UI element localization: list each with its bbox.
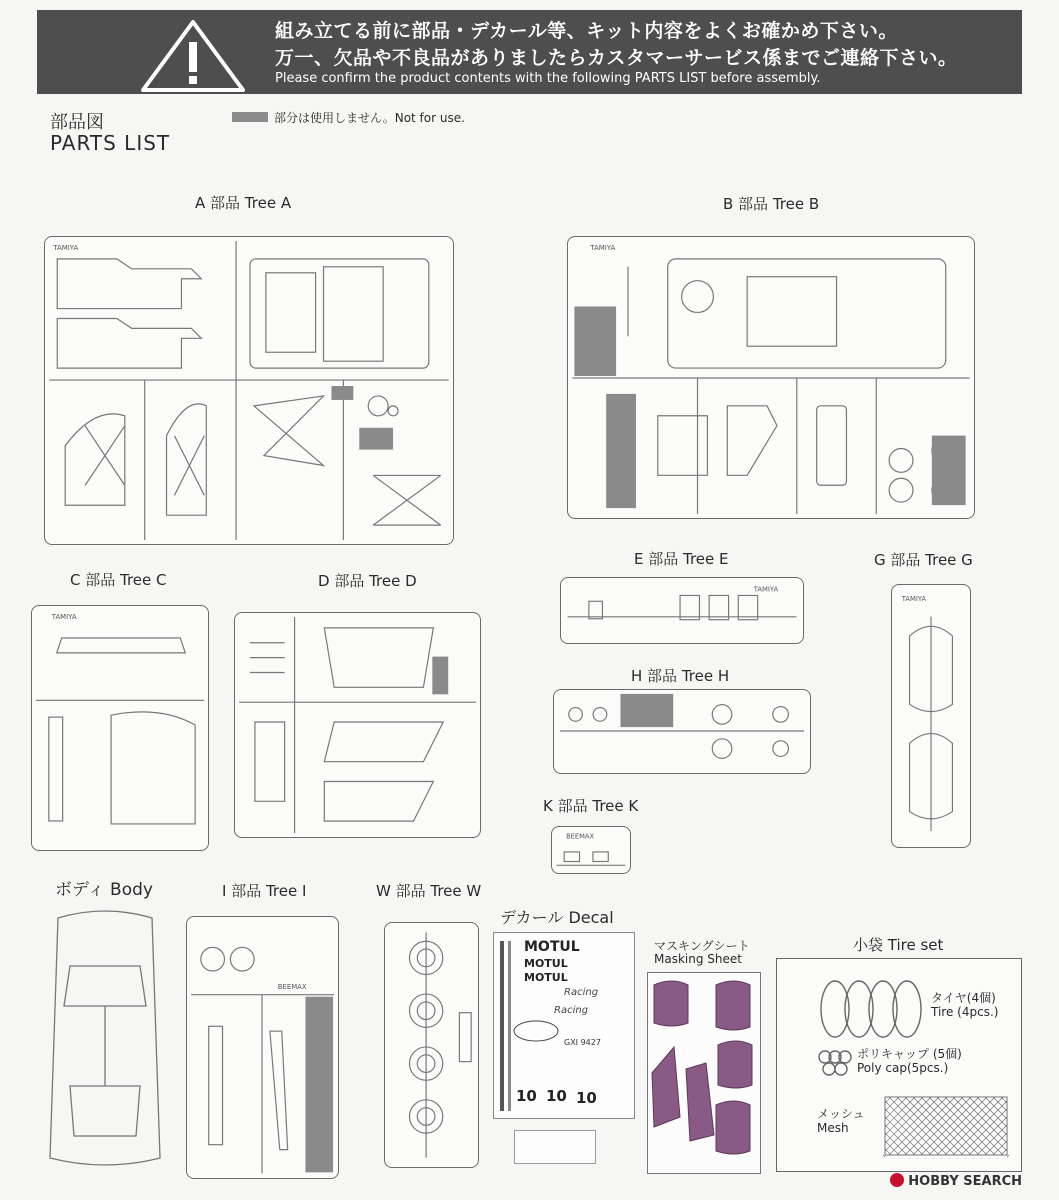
decal-racing-1: Racing bbox=[564, 987, 599, 998]
tree-b-label: B 部品 Tree B bbox=[723, 195, 820, 213]
tree-h-drawing bbox=[554, 690, 810, 773]
tire-set-box bbox=[776, 958, 1022, 1172]
tree-e-brand: TAMIYA bbox=[753, 585, 779, 594]
masking-sheet bbox=[647, 972, 761, 1174]
decal-number-1: 10 bbox=[516, 1087, 537, 1105]
decal-number-3: 10 bbox=[576, 1089, 597, 1107]
tree-d-sprue bbox=[234, 612, 481, 838]
decal-motul-2: MOTUL bbox=[524, 957, 568, 970]
banner-line-2: 万一、欠品や不良品がありましたらカスタマーサービス係までご連絡下さい。 bbox=[275, 47, 958, 69]
tree-e-sprue bbox=[560, 577, 804, 644]
masking-label-jp: マスキングシート bbox=[654, 939, 750, 953]
tire-set-label: 小袋 Tire set bbox=[853, 936, 944, 954]
tree-e-drawing bbox=[561, 578, 803, 643]
tree-k-label: K 部品 Tree K bbox=[543, 797, 639, 815]
warning-triangle-icon bbox=[137, 18, 249, 94]
decal-sheet bbox=[493, 932, 635, 1119]
decal-number-2: 10 bbox=[546, 1087, 567, 1105]
tree-a-drawing bbox=[45, 237, 453, 544]
tire-label-jp: タイヤ(4個) bbox=[931, 991, 996, 1005]
tree-i-sprue bbox=[186, 916, 339, 1179]
tree-d-drawing bbox=[235, 613, 480, 837]
tree-c-brand: TAMIYA bbox=[51, 613, 77, 622]
tree-b-sprue bbox=[567, 236, 975, 519]
tree-e-label: E 部品 Tree E bbox=[634, 550, 729, 568]
mesh-label-jp: メッシュ bbox=[817, 1107, 865, 1121]
tree-i-drawing bbox=[187, 917, 338, 1178]
tree-w-drawing bbox=[385, 923, 478, 1167]
polycap-label-jp: ポリキャップ (5個) bbox=[857, 1047, 962, 1061]
tree-g-brand: TAMIYA bbox=[901, 594, 927, 603]
tree-g-label: G 部品 Tree G bbox=[874, 551, 973, 569]
tree-a-sprue bbox=[44, 236, 454, 545]
parts-list-title-en: PARTS LIST bbox=[50, 131, 171, 155]
decal-racing-2: Racing bbox=[554, 1005, 589, 1016]
not-for-use-note: 部分は使用しません。Not for use. bbox=[274, 111, 465, 125]
not-for-use-swatch bbox=[232, 112, 268, 122]
tree-g-sprue bbox=[891, 584, 971, 848]
masking-label-en: Masking Sheet bbox=[654, 952, 742, 966]
mesh-label-en: Mesh bbox=[817, 1121, 849, 1135]
tree-h-sprue bbox=[553, 689, 811, 774]
banner-line-1: 組み立てる前に部品・デカール等、キット内容をよくお確かめ下さい。 bbox=[275, 20, 898, 42]
tree-a-brand: TAMIYA bbox=[53, 243, 79, 252]
tire-label-en: Tire (4pcs.) bbox=[931, 1005, 999, 1019]
decal-label: デカール Decal bbox=[500, 908, 614, 927]
hobby-search-watermark bbox=[890, 1173, 1022, 1189]
body-drawing bbox=[44, 906, 166, 1170]
banner-line-3: Please confirm the product contents with the following PARTS LIST before assembly. bbox=[275, 71, 821, 86]
tree-k-brand: BEEMAX bbox=[566, 832, 595, 841]
tree-i-label: I 部品 Tree I bbox=[222, 882, 307, 900]
tree-h-label: H 部品 Tree H bbox=[631, 667, 730, 685]
body-label: ボディ Body bbox=[55, 880, 153, 900]
decal-small-sheet bbox=[514, 1130, 596, 1164]
decal-code: GXI 9427 bbox=[564, 1038, 601, 1047]
tree-c-label: C 部品 Tree C bbox=[70, 571, 167, 589]
tree-w-label: W 部品 Tree W bbox=[376, 882, 482, 900]
decal-motul-1: MOTUL bbox=[524, 939, 580, 955]
tree-k-sprue bbox=[551, 826, 631, 874]
tree-d-label: D 部品 Tree D bbox=[318, 572, 417, 590]
tree-i-brand: BEEMAX bbox=[277, 982, 307, 991]
tree-b-brand: TAMIYA bbox=[590, 243, 616, 252]
decal-motul-3: MOTUL bbox=[524, 971, 568, 984]
warning-banner bbox=[37, 10, 1022, 94]
parts-list-title-jp: 部品図 bbox=[50, 112, 104, 133]
tree-w-sprue bbox=[384, 922, 479, 1168]
polycap-label-en: Poly cap(5pcs.) bbox=[857, 1061, 949, 1075]
watermark-text: HOBBY SEARCH bbox=[908, 1174, 1022, 1189]
tree-g-drawing bbox=[892, 585, 970, 847]
tree-c-drawing bbox=[32, 606, 208, 850]
tree-b-drawing bbox=[568, 237, 974, 518]
tree-c-sprue bbox=[31, 605, 209, 851]
tree-k-drawing bbox=[552, 827, 630, 873]
hobby-search-logo-icon bbox=[890, 1173, 904, 1187]
tree-a-label: A 部品 Tree A bbox=[195, 194, 292, 212]
